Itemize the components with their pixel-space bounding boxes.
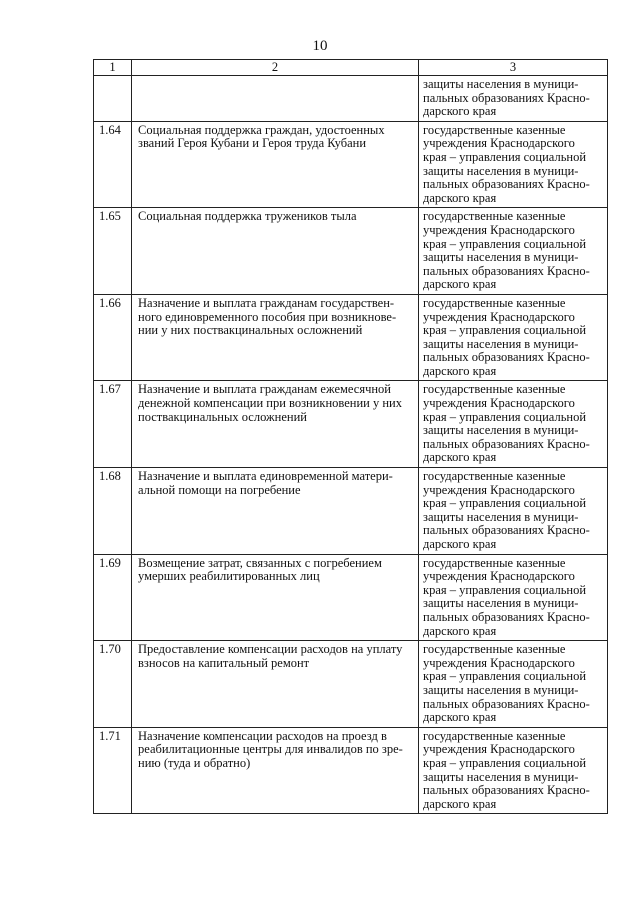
responsible-organization-cell [419, 121, 608, 208]
responsible-organization-line: защиты населения в муници- [423, 77, 579, 91]
table-body [94, 76, 608, 814]
service-name-line: Назначение и выплата гражданам государствен- [138, 295, 395, 310]
table-header [94, 60, 608, 76]
table-row [94, 554, 608, 641]
service-name-line: денежной компенсации при возникновении у них [138, 396, 402, 411]
responsible-organization-cell [419, 641, 608, 728]
responsible-organization-line: дарского края [423, 537, 497, 551]
responsible-organization-line: защиты населения в муници- [423, 336, 579, 351]
responsible-organization-line: государственные казенные [423, 382, 566, 397]
responsible-organization-line: защиты населения в муници- [423, 163, 579, 178]
responsible-organization-line: пальных образованиях Красно- [423, 609, 590, 624]
responsible-organization-cell [419, 381, 608, 468]
continuation-row [94, 76, 608, 122]
row-number: 1.68 [94, 468, 132, 555]
service-name-line: нию (туда и обратно) [138, 755, 251, 770]
responsible-organization-line: государственные казенные [423, 209, 566, 224]
responsible-organization-line: учреждения Краснодарского [423, 655, 575, 670]
column-header-number: 1 [94, 60, 132, 76]
column-header-organization: 3 [419, 60, 608, 76]
table-row [94, 121, 608, 208]
responsible-organization-cell [419, 294, 608, 381]
service-name-cell [132, 381, 419, 468]
service-name-line: Социальная поддержка тружеников тыла [138, 209, 357, 224]
responsible-organization-line: дарского края [423, 277, 497, 292]
service-name-line: Возмещение затрат, связанных с погребением [138, 555, 382, 570]
service-name-line: Социальная поддержка граждан, удостоенных [138, 122, 385, 137]
table-row [94, 641, 608, 728]
responsible-organization-line: государственные казенные [423, 642, 566, 657]
responsible-organization-cell [419, 727, 608, 814]
responsible-organization-cell [419, 554, 608, 641]
responsible-organization-cell [419, 208, 608, 295]
responsible-organization-line: защиты населения в муници- [423, 682, 579, 697]
responsible-organization-line: дарского края [423, 104, 497, 119]
responsible-organization-line: дарского края [423, 623, 497, 638]
responsible-organization-line: защиты населения в муници- [423, 596, 579, 611]
responsible-organization-line: учреждения Краснодарского [423, 309, 575, 324]
service-name-line: Назначение и выплата гражданам ежемесячной [138, 382, 391, 397]
row-number [94, 76, 132, 122]
responsible-organization-line: пальных образованиях Красно- [423, 783, 590, 798]
service-name-line: умерших реабилитированных лиц [138, 569, 320, 584]
responsible-organization-line: края – управления социальной [423, 755, 587, 770]
responsible-organization-line: учреждения Краснодарского [423, 742, 575, 757]
service-name-cell [132, 641, 419, 728]
responsible-organization-line: дарского края [423, 710, 497, 725]
responsible-organization-line: защиты населения в муници- [423, 250, 579, 265]
page-number: 10 [312, 38, 328, 54]
row-number: 1.70 [94, 641, 132, 728]
table-row [94, 381, 608, 468]
service-name-cell [132, 121, 419, 208]
responsible-organization-line: учреждения Краснодарского [423, 482, 575, 497]
service-name-line: Предоставление компенсации расходов на уплату [138, 642, 403, 657]
service-name-line: ного единовременного пособия при возникнове- [138, 309, 397, 324]
responsible-organization-line: пальных образованиях Красно- [423, 177, 590, 192]
responsible-organization-line: пальных образованиях Красно- [423, 350, 590, 365]
service-name-line: Назначение и выплата единовременной матери- [138, 469, 393, 484]
header-row [94, 60, 608, 76]
responsible-organization-line: государственные казенные [423, 295, 566, 310]
column-header-service: 2 [132, 60, 419, 76]
service-name-line: Назначение компенсации расходов на проезд в [138, 728, 387, 743]
responsible-organization-line: дарского края [423, 450, 497, 465]
service-name-line: взносов на капитальный ремонт [138, 655, 310, 670]
table-row [94, 208, 608, 295]
table-row [94, 294, 608, 381]
service-name-cell [132, 468, 419, 555]
responsible-organization-line: защиты населения в муници- [423, 769, 579, 784]
responsible-organization-line: дарского края [423, 363, 497, 378]
responsible-organization-line: государственные казенные [423, 469, 566, 484]
service-name-cell [132, 727, 419, 814]
responsible-organization-line: края – управления социальной [423, 323, 587, 338]
responsible-organization-line: края – управления социальной [423, 149, 587, 164]
table-row [94, 468, 608, 555]
service-name-cell [132, 294, 419, 381]
responsible-organization-line: пальных образованиях Красно- [423, 263, 590, 278]
responsible-organization-line: пальных образованиях Красно- [423, 436, 590, 451]
service-name-line: званий Героя Кубани и Героя труда Кубани [138, 136, 367, 151]
responsible-organization-line: государственные казенные [423, 122, 566, 137]
responsible-organization-line: учреждения Краснодарского [423, 569, 575, 584]
row-number: 1.67 [94, 381, 132, 468]
row-number: 1.65 [94, 208, 132, 295]
responsible-organization-line: учреждения Краснодарского [423, 396, 575, 411]
service-name-cell [132, 208, 419, 295]
responsible-organization-line: края – управления социальной [423, 409, 587, 424]
responsible-organization-line: государственные казенные [423, 555, 566, 570]
responsible-organization-line: края – управления социальной [423, 582, 587, 597]
responsible-organization-line: защиты населения в муници- [423, 423, 579, 438]
table-row [94, 727, 608, 814]
responsible-organization-cell [419, 76, 608, 122]
services-table [93, 59, 608, 814]
service-name-line: реабилитационные центры для инвалидов по зре- [138, 742, 403, 757]
responsible-organization-line: государственные казенные [423, 728, 566, 743]
row-number: 1.66 [94, 294, 132, 381]
service-name-cell [132, 554, 419, 641]
responsible-organization-line: края – управления социальной [423, 496, 587, 511]
responsible-organization-line: дарского края [423, 796, 497, 811]
service-name-cell [132, 76, 419, 122]
service-name-line: альной помощи на погребение [138, 482, 301, 497]
responsible-organization-line: пальных образованиях Красно- [423, 523, 590, 538]
responsible-organization-line: учреждения Краснодарского [423, 136, 575, 151]
responsible-organization-line: пальных образованиях Красно- [423, 696, 590, 711]
service-name-line: нии у них поствакцинальных осложнений [138, 323, 363, 338]
responsible-organization-line: края – управления социальной [423, 669, 587, 684]
responsible-organization-line: края – управления социальной [423, 236, 587, 251]
responsible-organization-line: защиты населения в муници- [423, 509, 579, 524]
service-name-line: поствакцинальных осложнений [138, 409, 307, 424]
responsible-organization-line: дарского края [423, 190, 497, 205]
responsible-organization-line: учреждения Краснодарского [423, 222, 575, 237]
row-number: 1.71 [94, 727, 132, 814]
responsible-organization-cell [419, 468, 608, 555]
row-number: 1.64 [94, 121, 132, 208]
row-number: 1.69 [94, 554, 132, 641]
responsible-organization-line: пальных образованиях Красно- [423, 90, 590, 105]
